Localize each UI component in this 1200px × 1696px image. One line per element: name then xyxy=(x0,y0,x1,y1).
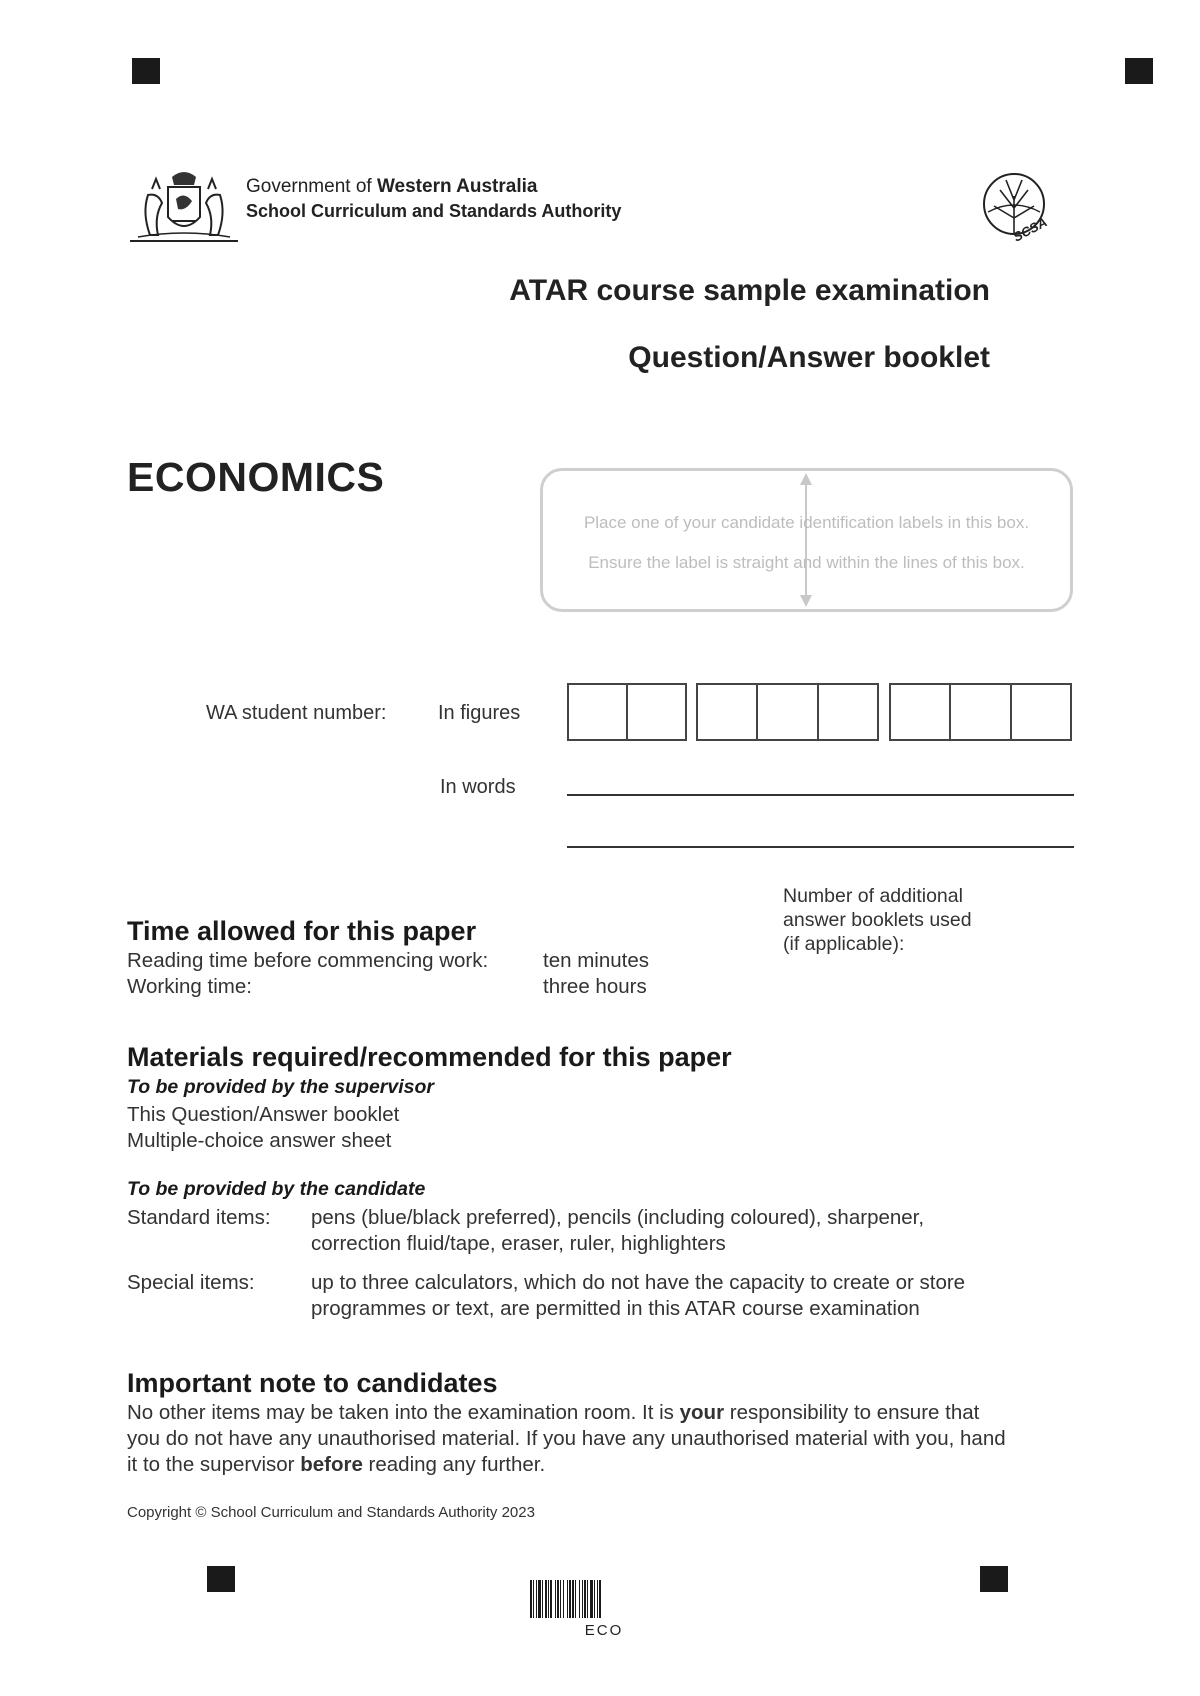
standard-items-line-2: correction fluid/tape, eraser, ruler, highlighters xyxy=(311,1232,726,1255)
important-note-line-2: you do not have any unauthorised material. If you have any unauthorised material with you, hand xyxy=(127,1427,1006,1450)
barcode-bar xyxy=(572,1580,574,1618)
student-number-label: WA student number: xyxy=(206,702,387,724)
authority-name: School Curriculum and Standards Authority xyxy=(246,201,622,221)
barcode-bar xyxy=(597,1580,598,1618)
working-time-value: three hours xyxy=(543,975,647,998)
barcode-bar xyxy=(548,1580,549,1618)
barcode-bar xyxy=(599,1580,601,1618)
student-number-figures-group-2[interactable] xyxy=(696,683,879,741)
supervisor-item-2: Multiple-choice answer sheet xyxy=(127,1129,392,1152)
in-words-line-1[interactable] xyxy=(567,794,1074,796)
barcode-bar xyxy=(550,1580,552,1618)
student-number-figures-group-1[interactable] xyxy=(567,683,687,741)
registration-mark-top-left xyxy=(132,58,160,84)
barcode-bar xyxy=(567,1580,568,1618)
registration-mark-top-right xyxy=(1125,58,1153,84)
label-box-instruction-2: Ensure the label is straight and within the lines of this box. xyxy=(588,553,1025,572)
emphasis-before: before xyxy=(300,1453,363,1476)
barcode-bar xyxy=(584,1580,586,1618)
barcode-bar xyxy=(594,1580,595,1618)
registration-mark-bottom-left xyxy=(207,1566,235,1592)
label-box-arrow xyxy=(805,471,808,609)
reading-time-label: Reading time before commencing work: xyxy=(127,949,489,972)
important-note-line-1: No other items may be taken into the examination room. It is your responsibility to ensure that xyxy=(127,1401,980,1424)
barcode xyxy=(530,1580,678,1618)
barcode-bar xyxy=(569,1580,571,1618)
barcode-bar xyxy=(582,1580,583,1618)
additional-booklets-label xyxy=(783,884,972,956)
important-note-heading: Important note to candidates xyxy=(127,1368,498,1398)
supervisor-subheading: To be provided by the supervisor xyxy=(127,1076,435,1098)
exam-title: ATAR course sample examination xyxy=(509,274,990,307)
special-items-label: Special items: xyxy=(127,1271,255,1294)
copyright-notice: Copyright © School Curriculum and Standards Authority 2023 xyxy=(127,1504,535,1521)
government-state: Western Australia xyxy=(376,176,538,197)
booklet-type: Question/Answer booklet xyxy=(628,341,990,374)
in-words-label: In words xyxy=(440,776,516,798)
barcode-bar xyxy=(555,1580,556,1618)
scsa-logo-text: SCSA xyxy=(1010,214,1050,245)
emphasis-your: your xyxy=(679,1401,725,1424)
barcode-code: ECO xyxy=(584,1622,624,1639)
barcode-bar xyxy=(590,1580,593,1618)
barcode-bar xyxy=(579,1580,580,1618)
label-box-instruction-1: Place one of your candidate identification labels in this box. xyxy=(583,513,1030,532)
barcode-bar xyxy=(536,1580,537,1618)
barcode-bar xyxy=(563,1580,564,1618)
additional-booklets-line-2: answer booklets used xyxy=(783,909,972,931)
materials-heading: Materials required/recommended for this paper xyxy=(127,1042,732,1072)
barcode-bar xyxy=(545,1580,547,1618)
special-items-line-1: up to three calculators, which do not have the capacity to create or store xyxy=(311,1271,966,1294)
supervisor-item-1: This Question/Answer booklet xyxy=(127,1103,400,1126)
barcode-bar xyxy=(575,1580,576,1618)
student-number-figures-group-3[interactable] xyxy=(889,683,1072,741)
special-items-line-2: programmes or text, are permitted in this ATAR course examination xyxy=(311,1297,920,1320)
in-words-line-2[interactable] xyxy=(567,846,1074,848)
barcode-bar xyxy=(557,1580,559,1618)
additional-booklets-line-3: (if applicable): xyxy=(783,933,905,955)
barcode-bar xyxy=(542,1580,543,1618)
time-allowed-heading: Time allowed for this paper xyxy=(127,916,477,946)
government-prefix: Government of xyxy=(246,176,377,197)
additional-booklets-line-1: Number of additional xyxy=(783,885,963,907)
standard-items-label: Standard items: xyxy=(127,1206,271,1229)
barcode-bar xyxy=(538,1580,541,1618)
important-note-line-3: it to the supervisor before reading any further. xyxy=(127,1453,546,1476)
registration-mark-bottom-right xyxy=(980,1566,1008,1592)
barcode-bar xyxy=(560,1580,561,1618)
wa-coat-of-arms-logo xyxy=(128,165,240,247)
working-time-label: Working time: xyxy=(127,975,252,998)
candidate-subheading: To be provided by the candidate xyxy=(127,1178,426,1200)
scsa-tree-logo xyxy=(972,168,1062,248)
barcode-bar xyxy=(533,1580,534,1618)
government-line xyxy=(246,176,537,198)
barcode-bar xyxy=(530,1580,532,1618)
standard-items-line-1: pens (blue/black preferred), pencils (including coloured), sharpener, xyxy=(311,1206,925,1229)
important-note-body xyxy=(127,1400,1087,1478)
candidate-label-box[interactable] xyxy=(540,468,1073,612)
barcode-bar xyxy=(587,1580,588,1618)
in-figures-label: In figures xyxy=(438,702,521,724)
subject-title: ECONOMICS xyxy=(127,454,385,500)
reading-time-value: ten minutes xyxy=(543,949,649,972)
